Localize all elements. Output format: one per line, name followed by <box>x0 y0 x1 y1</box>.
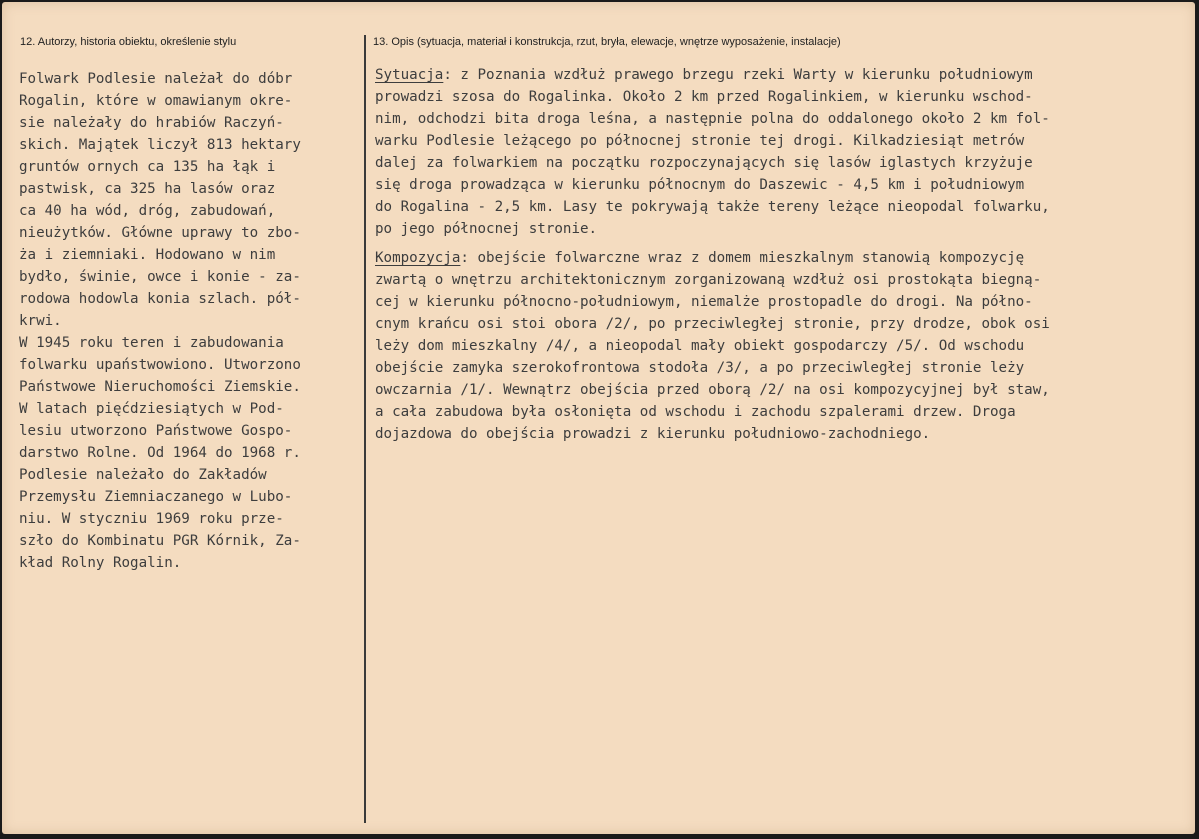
text-line: pastwisk, ca 325 ha lasów oraz <box>19 181 276 197</box>
text-line: darstwo Rolne. Od 1964 do 1968 r. <box>19 445 301 461</box>
text-line: nim, odchodzi bita droga leśna, a następnie polna do oddalonego około 2 km fol- <box>375 111 1050 127</box>
text-line: do Rogalina - 2,5 km. Lasy te pokrywają także tereny leżące nieopodal folwarku, <box>375 199 1050 215</box>
text-line: skich. Majątek liczył 813 hektary <box>19 137 301 153</box>
kompozycja-label: Kompozycja <box>375 250 461 266</box>
text-line: Folwark Podlesie należał do dóbr <box>19 71 293 87</box>
text-line: W 1945 roku teren i zabudowania <box>19 335 284 351</box>
paragraph-gap <box>375 240 1050 247</box>
text-line: sie należały do hrabiów Raczyń- <box>19 115 284 131</box>
text-line: Podlesie należało do Zakładów <box>19 467 267 483</box>
text-line: a cała zabudowa była osłonięta od wschodu i zachodu szpalerami drzew. Droga <box>375 404 1016 420</box>
text-line: kład Rolny Rogalin. <box>19 555 182 571</box>
text-line: prowadzi szosa do Rogalinka. Około 2 km przed Rogalinkiem, w kierunku wschod- <box>375 89 1033 105</box>
text-line: bydło, świnie, owce i konie - za- <box>19 269 301 285</box>
text-line: folwarku upaństwowiono. Utworzono <box>19 357 301 373</box>
record-card <box>2 2 1195 834</box>
text-line: cnym krańcu osi stoi obora /2/, po przeciwległej stronie, przy drodze, obok osi <box>375 316 1050 332</box>
text-line: dojazdowa do obejścia prowadzi z kierunku południowo-zachodniego. <box>375 426 931 442</box>
text-line: Przemysłu Ziemniaczanego w Lubo- <box>19 489 293 505</box>
description-text <box>375 64 1050 445</box>
kompozycja-first-line <box>375 247 1050 269</box>
text-line: szło do Kombinatu PGR Kórnik, Za- <box>19 533 301 549</box>
text-line: ża i ziemniaki. Hodowano w nim <box>19 247 276 263</box>
text-line: zwartą o wnętrzu architektonicznym zorganizowaną wzdłuż osi prostokąta biegną- <box>375 272 1042 288</box>
text-line: leży dom mieszkalny /4/, a nieopodal mały obiekt gospodarczy /5/. Od wschodu <box>375 338 1025 354</box>
text-line: po jego północnej stronie. <box>375 221 598 237</box>
sytuacja-first-rest: : z Poznania wzdłuż prawego brzegu rzeki Warty w kierunku południowym <box>443 67 1033 83</box>
section-13-header: 13. Opis (sytuacja, materiał i konstrukcja, rzut, bryła, elewacje, wnętrze wyposażenie, instalacje) <box>373 36 841 48</box>
text-line: dalej za folwarkiem na początku rozpoczynających się lasów iglastych krzyżuje <box>375 155 1033 171</box>
sytuacja-label: Sytuacja <box>375 67 444 83</box>
text-line: się droga prowadząca w kierunku północnym do Daszewic - 4,5 km i południowym <box>375 177 1025 193</box>
text-line: lesiu utworzono Państwowe Gospo- <box>19 423 293 439</box>
text-line: ca 40 ha wód, dróg, zabudowań, <box>19 203 276 219</box>
text-line: gruntów ornych ca 135 ha łąk i <box>19 159 276 175</box>
history-text <box>19 68 301 574</box>
text-line: Państwowe Nieruchomości Ziemskie. <box>19 379 301 395</box>
text-line: warku Podlesie leżącego po północnej stronie tej drogi. Kilkadziesiąt metrów <box>375 133 1025 149</box>
text-line: niu. W styczniu 1969 roku prze- <box>19 511 284 527</box>
text-line: krwi. <box>19 313 62 329</box>
text-line: rodowa hodowla konia szlach. pół- <box>19 291 301 307</box>
text-line: nieużytków. Główne uprawy to zbo- <box>19 225 301 241</box>
text-line: cej w kierunku północno-południowym, niemalże prostopadle do drogi. Na półno- <box>375 294 1033 310</box>
text-line: Rogalin, które w omawianym okre- <box>19 93 293 109</box>
sytuacja-first-line <box>375 64 1050 86</box>
text-line: obejście zamyka szerokofrontowa stodoła /3/, a po przeciwległej stronie leży <box>375 360 1025 376</box>
kompozycja-first-rest: : obejście folwarczne wraz z domem mieszkalnym stanowią kompozycję <box>460 250 1025 266</box>
column-divider <box>364 35 366 823</box>
text-line: W latach pięćdziesiątych w Pod- <box>19 401 284 417</box>
section-12-header: 12. Autorzy, historia obiektu, określenie stylu <box>20 36 237 48</box>
text-line: owczarnia /1/. Wewnątrz obejścia przed oborą /2/ na osi kompozycyjnej był staw, <box>375 382 1050 398</box>
